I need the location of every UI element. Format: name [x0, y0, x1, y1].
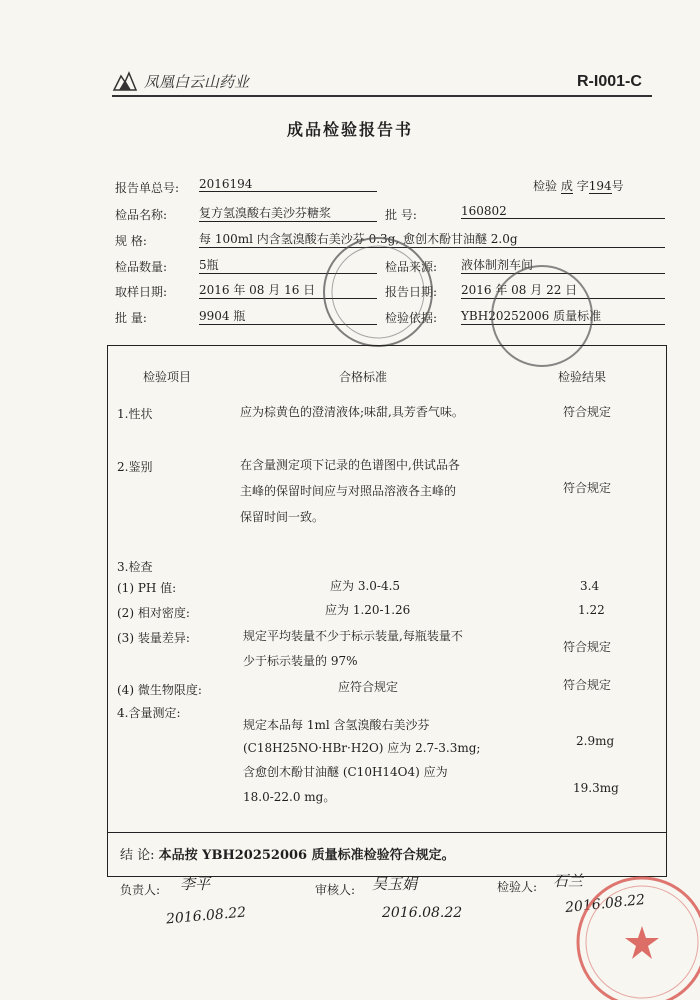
spec-label: 规 格:	[115, 234, 147, 248]
basis-label: 检验依据:	[385, 311, 438, 325]
inspector-date: 2016.08.22	[564, 891, 646, 917]
quantity-label: 检品数量:	[115, 260, 168, 274]
responsible-date: 2016.08.22	[165, 904, 247, 928]
row-result: 符合规定	[563, 481, 612, 495]
inspection-suffix: 号	[611, 179, 624, 193]
reviewer-date: 2016.08.22	[382, 905, 463, 921]
row-standard: 应为 3.0-4.5	[330, 579, 401, 593]
batch-value: 160802	[461, 204, 665, 219]
company-logo	[112, 70, 249, 92]
document-number: R-I001-C	[577, 73, 642, 90]
row-item: 1.性状	[117, 407, 153, 421]
header-item: 检验项目	[143, 370, 192, 384]
row-item: (1) PH 值:	[117, 581, 177, 595]
quantity-value: 5瓶	[199, 256, 377, 274]
product-label: 检品名称:	[115, 208, 168, 222]
company-name: 凤凰白云山药业	[144, 72, 250, 91]
lot-size-label: 批 量:	[115, 311, 147, 325]
source-label: 检品来源:	[385, 260, 438, 274]
page-title: 成品检验报告书	[286, 120, 413, 139]
header-standard: 合格标准	[339, 370, 388, 384]
row-result: 1.22	[578, 603, 605, 617]
conclusion-text: 本品按 YBH20252006 质量标准检验符合规定。	[158, 848, 455, 863]
row-standard-line: 主峰的保留时间应与对照品溶液各主峰的	[240, 484, 457, 498]
inspection-mid: 字	[576, 179, 589, 193]
inspection-stamp	[318, 232, 438, 352]
report-date-value: 2016 年 08 月 22 日	[461, 281, 665, 299]
row-result: 符合规定	[563, 678, 612, 692]
inspection-char: 成	[560, 179, 573, 193]
inspector-label: 检验人:	[497, 880, 538, 894]
header-divider	[112, 95, 652, 97]
report-no-label: 报告单总号:	[115, 181, 180, 195]
row-result: 2.9mg	[576, 734, 615, 748]
basis-value: YBH20252006 质量标准	[461, 307, 665, 325]
row-item: 3.检查	[117, 560, 153, 574]
sample-date-label: 取样日期:	[115, 285, 168, 299]
inspector-signature: 石兰	[553, 872, 584, 890]
row-standard-line: 在含量测定项下记录的色谱图中,供试品各	[240, 458, 460, 472]
row-result: 19.3mg	[573, 781, 619, 795]
row-result: 3.4	[580, 579, 600, 593]
lot-size-value: 9904 瓶	[199, 307, 377, 325]
row-standard-line: (C18H25NO·HBr·H2O) 应为 2.7-3.3mg;	[243, 741, 481, 755]
row-standard: 应符合规定	[338, 680, 399, 694]
report-no-value: 2016194	[199, 177, 377, 192]
conclusion-divider	[107, 832, 667, 833]
row-standard-line: 规定平均装量不少于标示装量,每瓶装量不	[243, 629, 463, 643]
sample-date-value: 2016 年 08 月 16 日	[199, 281, 377, 299]
row-item: (2) 相对密度:	[117, 606, 190, 620]
reviewer-label: 审核人:	[315, 883, 356, 897]
row-item: (3) 装量差异:	[117, 631, 190, 645]
inspection-num: 194	[588, 179, 612, 193]
row-standard: 应为棕黄色的澄清液体;味甜,具芳香气味。	[240, 405, 464, 419]
row-standard-line: 18.0-22.0 mg。	[243, 790, 336, 804]
row-result: 符合规定	[563, 405, 612, 419]
report-date-label: 报告日期:	[385, 285, 438, 299]
product-value: 复方氢溴酸右美沙芬糖浆	[199, 204, 377, 222]
row-standard-line: 保留时间一致。	[240, 510, 325, 524]
source-value: 液体制剂车间	[461, 256, 665, 274]
header-result: 检验结果	[558, 370, 607, 384]
row-standard-line: 少于标示装量的 97%	[243, 654, 358, 668]
reviewer-signature: 吴玉娟	[372, 875, 418, 893]
row-result: 符合规定	[563, 640, 612, 654]
row-standard: 应为 1.20-1.26	[325, 603, 411, 617]
spec-value: 每 100ml 内含氢溴酸右美沙芬 0.3g, 愈创木酚甘油醚 2.0g	[199, 230, 665, 248]
inspection-no	[533, 177, 624, 194]
row-standard-line: 含愈创木酚甘油醚 (C10H14O4) 应为	[243, 765, 448, 779]
row-standard-line: 规定本品每 1ml 含氢溴酸右美沙芬	[243, 718, 430, 732]
conclusion-label: 结 论:	[120, 848, 155, 863]
phoenix-logo-icon	[112, 70, 138, 92]
conclusion	[120, 844, 455, 863]
inspection-label: 检验	[533, 179, 558, 193]
row-item: 2.鉴别	[117, 460, 153, 474]
company-seal	[560, 860, 700, 1000]
batch-label: 批 号:	[385, 208, 417, 222]
row-item: (4) 微生物限度:	[117, 683, 202, 697]
responsible-signature: 李平	[180, 875, 211, 893]
responsible-label: 负责人:	[120, 883, 161, 897]
row-item: 4.含量测定:	[117, 706, 181, 720]
